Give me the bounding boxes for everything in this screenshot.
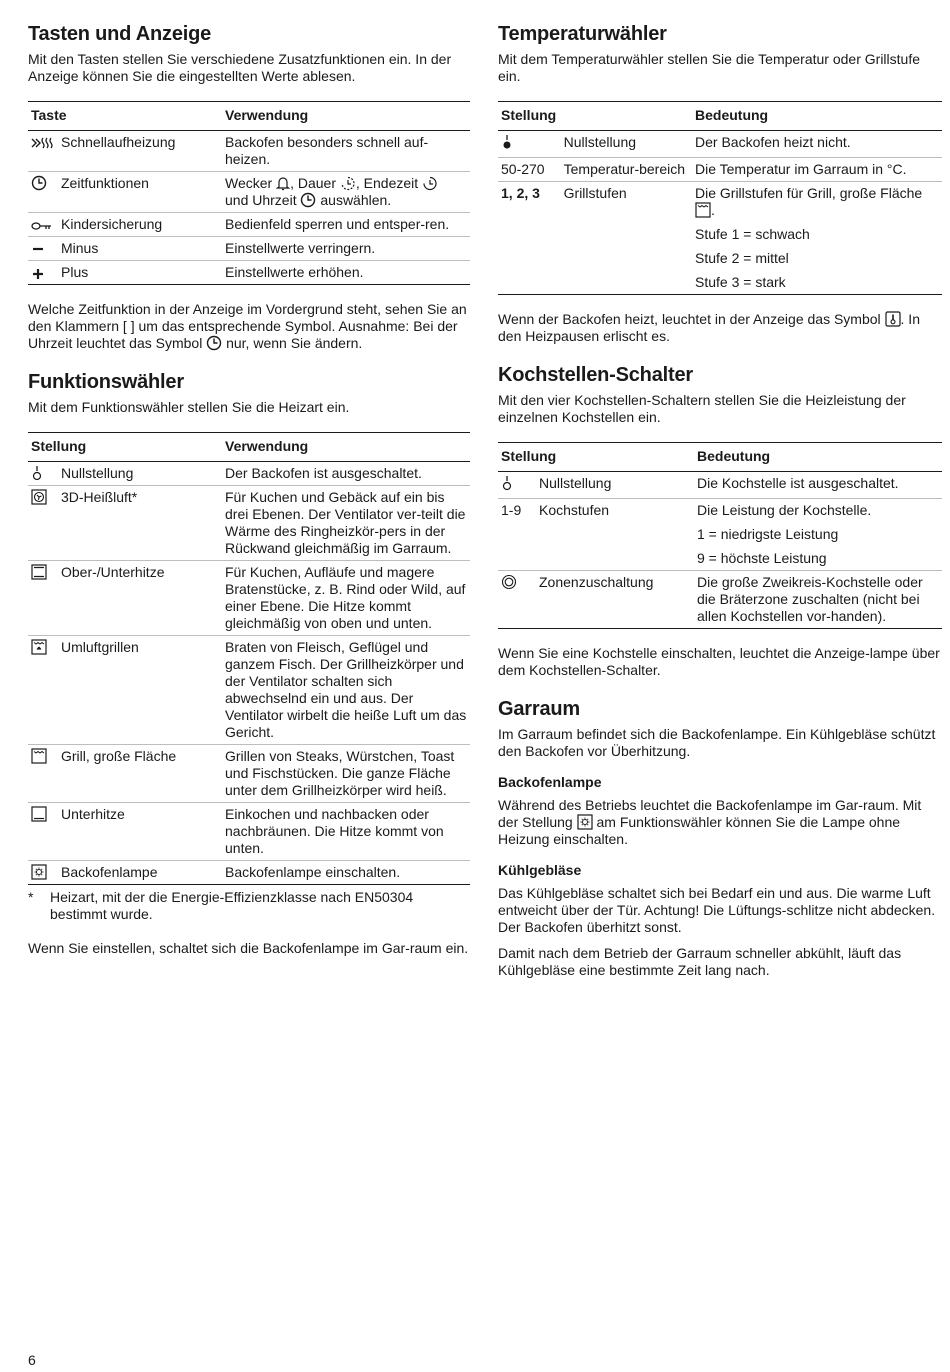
grill-level: Stufe 2 = mittel	[695, 250, 789, 266]
tasten-use: Bedienfeld sperren und entsper-ren.	[222, 213, 470, 237]
table-row	[28, 803, 470, 861]
table-row	[498, 499, 942, 571]
tasten-key: Kindersicherung	[61, 216, 163, 232]
right-column	[498, 22, 942, 988]
tasten-key: Zeitfunktionen	[61, 175, 149, 191]
temp-intro: Mit dem Temperaturwähler stellen Sie die Temperatur oder Grillstufe ein.	[498, 51, 921, 84]
funktion-use: Für Kuchen und Gebäck auf ein bis drei Ebenen. Der Ventilator ver-teilt die Wärme des Ringheizkör-pers in der Rückwand gleichmäßig im Garraum.	[222, 486, 470, 561]
koch-pos: 1-9	[498, 499, 536, 571]
tasten-use: Einstellwerte erhöhen.	[222, 261, 470, 285]
koch-intro: Mit den vier Kochstellen-Schaltern stellen Sie die Heizleistung der einzelnen Kochstellen ein.	[498, 392, 906, 425]
minus-icon	[31, 240, 61, 257]
grill-level: Stufe 3 = stark	[695, 274, 786, 290]
table-row	[28, 261, 470, 285]
table-row	[28, 172, 470, 213]
koch-use: Die Leistung der Kochstelle.	[697, 502, 872, 518]
power-level: 9 = höchste Leistung	[697, 550, 827, 566]
funktion-key: Unterhitze	[61, 806, 125, 822]
funktion-col2-header: Verwendung	[222, 433, 470, 462]
footnote-text: Heizart, mit der die Energie-Effizienzklasse nach EN50304 bestimmt wurde.	[50, 889, 414, 922]
end-time-icon	[422, 176, 438, 191]
power-level: 1 = niedrigste Leistung	[697, 526, 839, 542]
table-row	[498, 158, 942, 182]
tasten-key: Plus	[61, 264, 89, 280]
funktion-use: Braten von Fleisch, Geflügel und ganzem Fisch. Der Grillheizkörper und der Ventilator schalten sich abwechselnd ein und aus. Der Ventilator wirbelt die heiße Luft um das Gericht.	[222, 636, 470, 745]
left-column	[28, 22, 470, 966]
table-row	[28, 486, 470, 561]
temp-after-text: . In den Heizpausen erlischt es.	[498, 311, 920, 344]
koch-col1-header: Stellung	[498, 443, 694, 472]
koch-use: Die Kochstelle ist ausgeschaltet.	[694, 472, 942, 499]
funktion-key: Grill, große Fläche	[61, 748, 177, 764]
clock-icon	[206, 335, 222, 351]
koch-key: Kochstufen	[536, 499, 694, 571]
tasten-after-text: nur, wenn Sie ändern.	[222, 335, 363, 351]
temp-pos: 50-270	[498, 158, 561, 182]
grill-level: Stufe 1 = schwach	[695, 226, 810, 242]
plus-icon	[31, 264, 61, 281]
temp-table	[498, 101, 942, 295]
temp-heading: Temperaturwähler	[498, 23, 667, 45]
tasten-table	[28, 101, 470, 285]
table-row	[28, 861, 470, 885]
table-row	[28, 131, 470, 172]
garraum-heading: Garraum	[498, 698, 580, 720]
temp-col1-header: Stellung	[498, 102, 692, 131]
funktion-use: Grillen von Steaks, Würstchen, Toast und Fischstücken. Die ganze Fläche unter dem Grillheizkörper wird heiß.	[222, 745, 470, 803]
tasten-use: Einstellwerte verringern.	[222, 237, 470, 261]
table-row	[498, 472, 942, 499]
temp-col2-header: Bedeutung	[692, 102, 942, 131]
funktion-after: Wenn Sie einstellen, schaltet sich die Backofenlampe im Gar-raum ein.	[28, 940, 469, 956]
lamp-text-part: Während des Betriebs leuchtet die Backofenlampe im Gar-raum. Mit der Stellung	[498, 797, 922, 830]
funktion-table	[28, 432, 470, 885]
key-lock-icon	[31, 216, 61, 233]
convection-grill-icon	[31, 639, 61, 656]
footnote-star: *	[28, 889, 34, 905]
funktion-use: Backofenlampe einschalten.	[222, 861, 470, 885]
tasten-after-text: Welche Zeitfunktion in der Anzeige im Vordergrund steht, sehen Sie an den Klammern [ ] um das entsprechende Symbol. Ausnahme: Bei der Uhrzeit leuchtet das Symbol	[28, 301, 467, 351]
fan-text: Das Kühlgebläse schaltet sich bei Bedarf ein und aus. Die warme Luft entweicht über der Tür. Achtung! Die Lüftungs-schlitze nicht abdecken. Der Backofen überhitzt sonst.	[498, 885, 936, 935]
tasten-key: Minus	[61, 240, 99, 256]
temp-key: Temperatur-bereich	[561, 158, 692, 182]
oven-lamp-icon	[577, 814, 593, 830]
fan-subheading: Kühlgebläse	[498, 862, 582, 878]
table-row	[28, 237, 470, 261]
lamp-subheading: Backofenlampe	[498, 774, 602, 790]
funktion-key: 3D-Heißluft*	[61, 489, 138, 505]
tasten-use: auswählen.	[316, 192, 392, 208]
funktion-intro: Mit dem Funktionswähler stellen Sie die Heizart ein.	[28, 399, 350, 415]
funktion-col1-header: Stellung	[28, 433, 222, 462]
koch-col2-header: Bedeutung	[694, 443, 942, 472]
funktion-use: Einkochen und nachbacken oder nachbräunen. Die Hitze kommt von unten.	[222, 803, 470, 861]
large-grill-icon	[31, 748, 61, 765]
tasten-use: Backofen besonders schnell auf-heizen.	[222, 131, 470, 172]
funktion-footnote	[28, 889, 470, 923]
duration-icon	[340, 176, 356, 191]
funktion-use: Für Kuchen, Aufläufe und magere Bratenstücke, z. B. Rind oder Wild, auf einer Ebene. Die Hitze kommt gleichmäßig von oben und unten.	[222, 561, 470, 636]
tasten-col2-header: Verwendung	[222, 102, 470, 131]
fast-heat-icon	[31, 134, 61, 151]
lamp-text	[498, 797, 942, 848]
tasten-use: , Endezeit	[355, 175, 423, 191]
temp-use: .	[711, 202, 715, 218]
temp-after	[498, 311, 942, 345]
tasten-use: und Uhrzeit	[225, 192, 301, 208]
funktion-key: Backofenlampe	[61, 864, 158, 880]
large-grill-icon	[695, 202, 711, 218]
temp-key: Grillstufen	[561, 182, 692, 295]
funktion-key: Umluftgrillen	[61, 639, 139, 655]
lamp-text-part: am Funktionswähler können Sie die Lampe ohne Heizung einschalten.	[498, 814, 901, 847]
koch-key: Nullstellung	[536, 472, 694, 499]
tasten-after	[28, 301, 470, 352]
funktion-key: Nullstellung	[61, 465, 134, 481]
oven-lamp-icon	[31, 864, 61, 881]
funktion-use: Der Backofen ist ausgeschaltet.	[222, 462, 470, 486]
bottom-heat-icon	[31, 806, 61, 823]
tasten-col1-header: Taste	[28, 102, 222, 131]
funktion-heading: Funktionswähler	[28, 371, 184, 393]
zero-position-icon	[501, 478, 513, 494]
koch-table	[498, 442, 942, 629]
tasten-intro: Mit den Tasten stellen Sie verschiedene Zusatzfunktionen ein. In der Anzeige können Sie die eingestellten Werte ablesen.	[28, 51, 452, 84]
table-row	[28, 636, 470, 745]
garraum-intro: Im Garraum befindet sich die Backofenlampe. Ein Kühlgebläse schützt den Backofen vor Überhitzung.	[498, 726, 936, 759]
clock-icon	[300, 192, 316, 208]
tasten-key: Schnellaufheizung	[61, 134, 176, 150]
fan-text: Damit nach dem Betrieb der Garraum schneller abkühlt, läuft das Kühlgebläse eine bestimmte Zeit lang nach.	[498, 945, 902, 978]
top-bottom-heat-icon	[31, 564, 61, 581]
zero-position-icon	[31, 465, 61, 482]
dual-zone-icon	[501, 577, 517, 593]
hot-air-fan-icon	[31, 489, 61, 506]
clock-icon	[31, 175, 61, 192]
table-row	[28, 462, 470, 486]
table-row	[28, 745, 470, 803]
koch-heading: Kochstellen-Schalter	[498, 364, 693, 386]
tasten-use: , Dauer	[290, 175, 340, 191]
table-row	[498, 131, 942, 158]
funktion-key: Ober-/Unterhitze	[61, 564, 165, 580]
zero-position-filled-icon	[501, 137, 513, 153]
table-row	[28, 213, 470, 237]
temp-use: Der Backofen heizt nicht.	[692, 131, 942, 158]
page-number: 6	[28, 1352, 36, 1368]
temp-use: Die Grillstufen für Grill, große Fläche	[695, 185, 923, 201]
table-row	[28, 561, 470, 636]
koch-key: Zonenzuschaltung	[536, 571, 694, 629]
temp-after-text: Wenn der Backofen heizt, leuchtet in der Anzeige das Symbol	[498, 311, 885, 327]
tasten-use: Wecker	[225, 175, 277, 191]
tasten-heading: Tasten und Anzeige	[28, 23, 212, 45]
table-row	[498, 182, 942, 295]
temp-key: Nullstellung	[561, 131, 692, 158]
thermometer-icon	[885, 311, 901, 327]
temp-pos: 1, 2, 3	[498, 182, 561, 295]
koch-use: Die große Zweikreis-Kochstelle oder die Bräterzone zuschalten (nicht bei allen Kochstellen vor-handen).	[694, 571, 942, 629]
temp-use: Die Temperatur im Garraum in °C.	[692, 158, 942, 182]
bell-icon	[276, 176, 290, 191]
table-row	[498, 571, 942, 629]
koch-after: Wenn Sie eine Kochstelle einschalten, leuchtet die Anzeige-lampe über dem Kochstellen-Schalter.	[498, 645, 940, 678]
